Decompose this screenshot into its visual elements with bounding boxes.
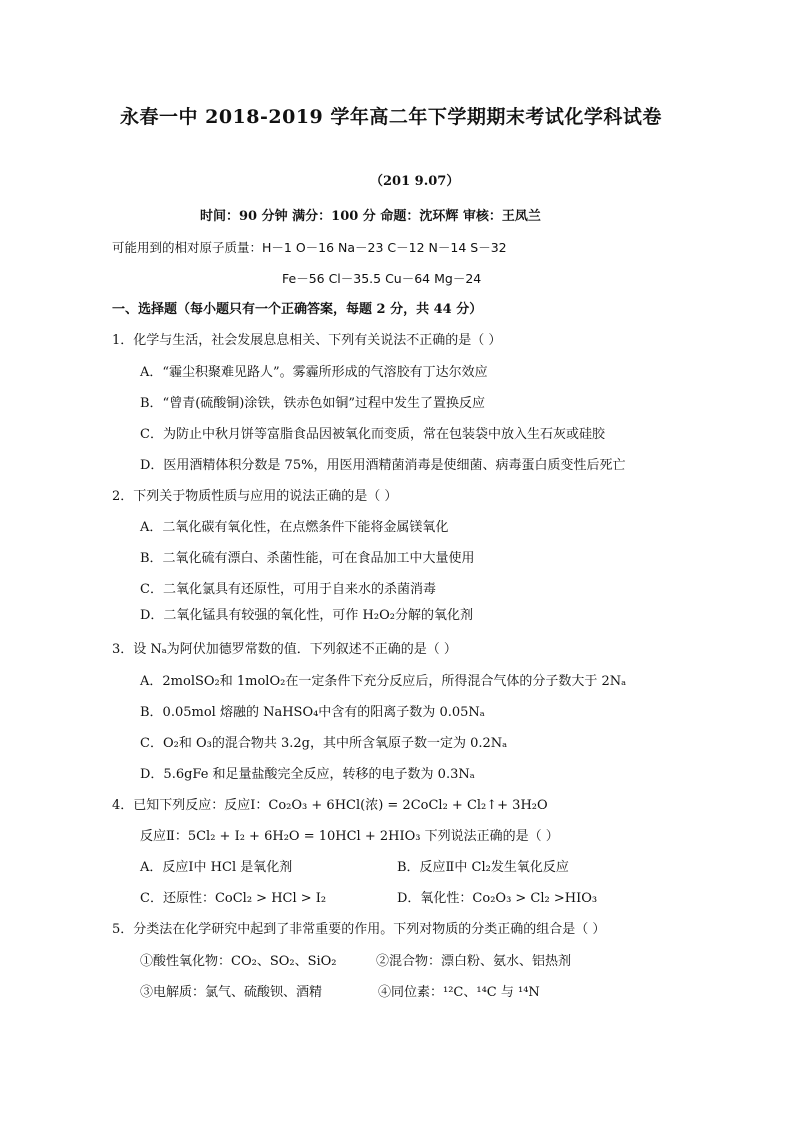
question-3-option-c: C．O₂和 O₃的混合物共 3.2g，其中所含氧原子数一定为 0.2Nₐ — [140, 736, 508, 751]
question-5-stem: 5．分类法在化学研究中起到了非常重要的作用。下列对物质的分类正确的组合是（ ） — [112, 922, 606, 937]
question-3-stem: 3．设 Nₐ为阿伏加德罗常数的值．下列叙述不正确的是（ ） — [112, 642, 457, 657]
question-5-item-1: ①酸性氧化物：CO₂、SO₂、SiO₂ — [140, 954, 337, 969]
exam-meta: 时间：90 分钟 满分：100 分 命题：沈环辉 审核：王凤兰 — [200, 209, 541, 224]
question-3-option-a: A．2molSO₂和 1molO₂在一定条件下充分反应后，所得混合气体的分子数大于 2Nₐ — [140, 674, 627, 689]
question-4-option-b: B．反应Ⅱ中 Cl₂发生氧化反应 — [397, 860, 569, 875]
question-1-option-d: D．医用酒精体积分数是 75%，用医用酒精菌消毒是使细菌、病毒蛋白质变性后死亡 — [140, 458, 626, 473]
question-3-option-d: D．5.6gFe 和足量盐酸完全反应，转移的电子数为 0.3Nₐ — [140, 767, 475, 782]
question-4-option-c: C．还原性：CoCl₂ > HCl > I₂ — [140, 891, 327, 906]
question-5-item-3: ③电解质：氯气、硫酸钡、酒精 — [140, 985, 323, 1000]
question-4-option-a: A．反应Ⅰ中 HCl 是氧化剂 — [140, 860, 293, 875]
section-heading: 一、选择题（每小题只有一个正确答案，每题 2 分，共 44 分） — [112, 302, 483, 317]
question-2-stem: 2．下列关于物质性质与应用的说法正确的是（ ） — [112, 489, 398, 504]
question-1-option-b: B．“曾青(硫酸铜)涂铁，铁赤色如铜”过程中发生了置换反应 — [140, 396, 485, 411]
question-1-stem: 1．化学与生活，社会发展息息相关、下列有关说法不正确的是（ ） — [112, 333, 502, 348]
exam-title: 永春一中 2018-2019 学年高二年下学期期末考试化学科试卷 — [120, 106, 662, 128]
atomic-masses-line-1: 可能用到的相对原子质量：H－1 O－16 Na－23 C－12 N－14 S－32 — [112, 240, 507, 255]
question-4-option-d: D．氧化性：Co₂O₃ > Cl₂ >HIO₃ — [397, 891, 598, 906]
question-2-option-c: C．二氧化氯具有还原性，可用于自来水的杀菌消毒 — [140, 582, 436, 597]
question-2-option-a: A．二氧化碳有氧化性，在点燃条件下能将金属镁氧化 — [140, 520, 449, 535]
question-5-item-2: ②混合物：漂白粉、氨水、铝热剂 — [376, 954, 572, 969]
question-4-stem-2: 反应Ⅱ：5Cl₂ + I₂ + 6H₂O = 10HCl + 2HIO₃ 下列说法正确的是（ ） — [140, 829, 559, 844]
question-2-option-b: B．二氧化硫有漂白、杀菌性能，可在食品加工中大量使用 — [140, 551, 475, 566]
question-1-option-c: C．为防止中秋月饼等富脂食品因被氧化而变质，常在包装袋中放入生石灰或硅胶 — [140, 427, 605, 442]
atomic-masses-line-2: Fe－56 Cl－35.5 Cu－64 Mg－24 — [282, 271, 482, 286]
question-1-option-a: A．“霾尘积聚难见路人”。雾霾所形成的气溶胶有丁达尔效应 — [140, 365, 488, 380]
question-4-stem: 4．已知下列反应：反应Ⅰ：Co₂O₃ + 6HCl(浓) = 2CoCl₂ + Cl₂↑+ 3H₂O — [112, 798, 548, 813]
question-5-item-4: ④同位素：¹²C、¹⁴C 与 ¹⁴N — [378, 985, 540, 1000]
exam-date: （201 9.07） — [370, 174, 460, 189]
question-2-option-d: D．二氧化锰具有较强的氧化性，可作 H₂O₂分解的氧化剂 — [140, 608, 473, 623]
question-3-option-b: B．0.05mol 熔融的 NaHSO₄中含有的阳离子数为 0.05Nₐ — [140, 705, 485, 720]
